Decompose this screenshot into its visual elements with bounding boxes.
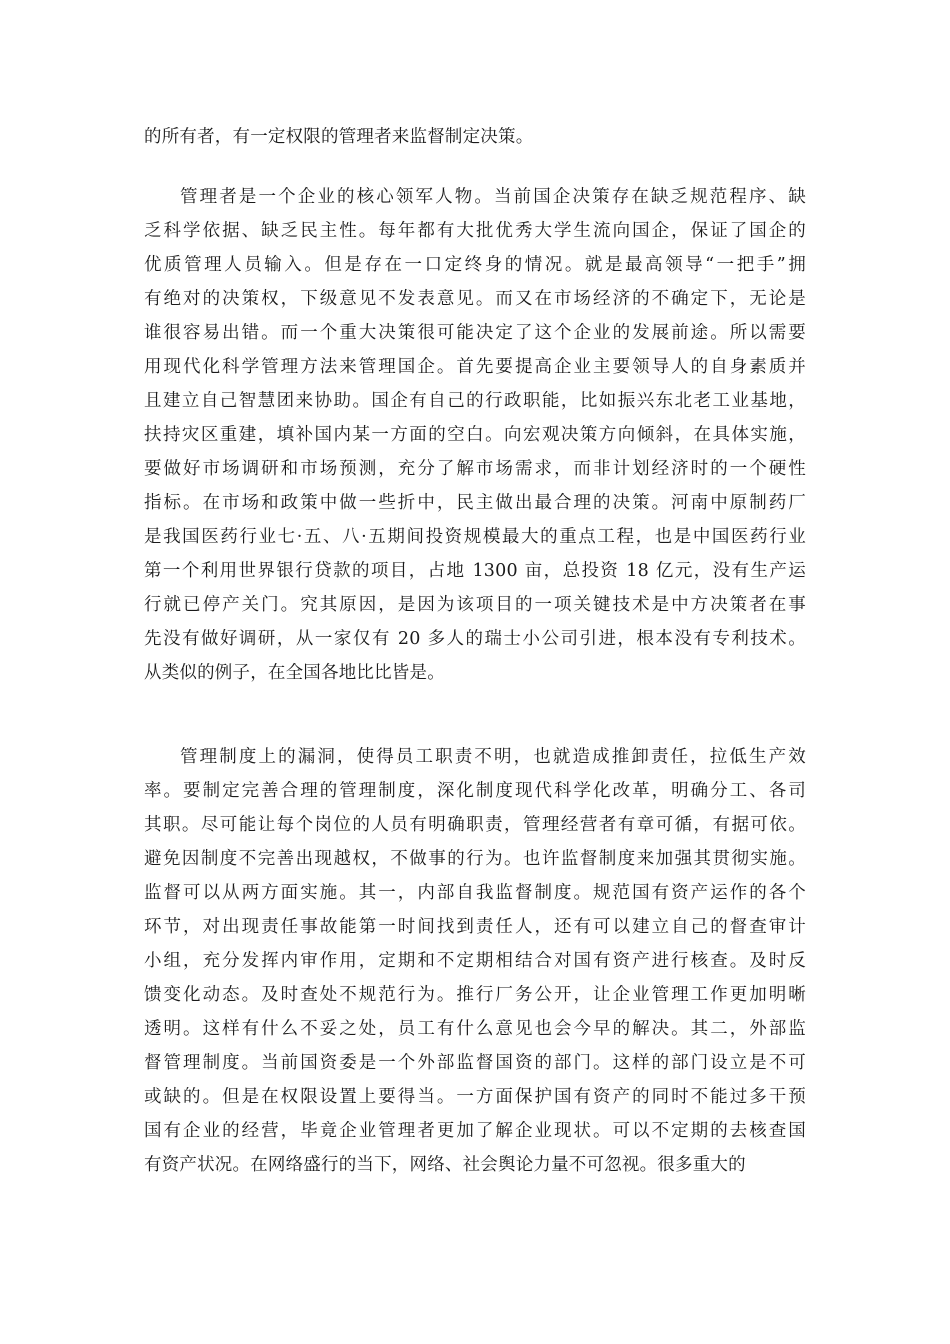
paragraph-line: 或缺的。但是在权限设置上要得当。一方面保护国有资产的同时不能过多干预 <box>144 1087 806 1107</box>
paragraph-line: 谁很容易出错。而一个重大决策很可能决定了这个企业的发展前途。所以需要 <box>144 323 806 343</box>
paragraph-line: 有绝对的决策权，下级意见不发表意见。而又在市场经济的不确定下，无论是 <box>144 289 806 309</box>
paragraph-line: 指标。在市场和政策中做一些折中，民主做出最合理的决策。河南中原制药厂 <box>144 493 806 513</box>
paragraph-line: 的所有者，有一定权限的管理者来监督制定决策。 <box>144 127 534 147</box>
paragraph-line: 是我国医药行业七·五、八·五期间投资规模最大的重点工程，也是中国医药行业 <box>144 527 806 547</box>
paragraph-line: 从类似的例子，在全国各地比比皆是。 <box>144 663 445 683</box>
paragraph-line: 行就已停产关门。究其原因，是因为该项目的一项关键技术是中方决策者在事 <box>144 595 806 615</box>
paragraph-line: 环节，对出现责任事故能第一时间找到责任人，还有可以建立自己的督查审计 <box>144 917 806 937</box>
paragraph-line: 国有企业的经营，毕竟企业管理者更加了解企业现状。可以不定期的去核查国 <box>144 1121 806 1141</box>
paragraph-line: 扶持灾区重建，填补国内某一方面的空白。向宏观决策方向倾斜，在具体实施， <box>144 425 806 445</box>
paragraph-3 <box>144 740 806 1182</box>
paragraph-line: 小组，充分发挥内审作用，定期和不定期相结合对国有资产进行核查。及时反 <box>144 951 806 971</box>
paragraph-line: 用现代化科学管理方法来管理国企。首先要提高企业主要领导人的自身素质并 <box>144 357 806 377</box>
paragraph-line: 乏科学依据、缺乏民主性。每年都有大批优秀大学生流向国企，保证了国企的 <box>144 221 806 241</box>
paragraph-line: 避免因制度不完善出现越权，不做事的行为。也许监督制度来加强其贯彻实施。 <box>144 849 806 869</box>
paragraph-line: 第一个利用世界银行贷款的项目，占地 1300 亩，总投资 18 亿元，没有生产运 <box>144 561 806 581</box>
paragraph-line: 有资产状况。在网络盛行的当下，网络、社会舆论力量不可忽视。很多重大的 <box>144 1155 746 1175</box>
paragraph-line: 率。要制定完善合理的管理制度，深化制度现代科学化改革，明确分工、各司 <box>144 781 806 801</box>
paragraph-line: 馈变化动态。及时查处不规范行为。推行厂务公开，让企业管理工作更加明晰 <box>144 985 806 1005</box>
paragraph-line: 优质管理人员输入。但是存在一口定终身的情况。就是最高领导“一把手”拥 <box>144 255 806 275</box>
paragraph-line: 先没有做好调研，从一家仅有 20 多人的瑞士小公司引进，根本没有专利技术。 <box>144 629 806 649</box>
paragraph-line: 管理者是一个企业的核心领军人物。当前国企决策存在缺乏规范程序、缺 <box>180 187 806 207</box>
paragraph-line: 监督可以从两方面实施。其一，内部自我监督制度。规范国有资产运作的各个 <box>144 883 806 903</box>
paragraph-line: 透明。这样有什么不妥之处，员工有什么意见也会今早的解决。其二，外部监 <box>144 1019 806 1039</box>
paragraph-line: 督管理制度。当前国资委是一个外部监督国资的部门。这样的部门设立是不可 <box>144 1053 806 1073</box>
paragraph-2 <box>144 180 806 690</box>
paragraph-line: 管理制度上的漏洞，使得员工职责不明，也就造成推卸责任，拉低生产效 <box>180 747 806 767</box>
paragraph-1 <box>144 120 806 154</box>
paragraph-line: 其职。尽可能让每个岗位的人员有明确职责，管理经营者有章可循，有据可依。 <box>144 815 806 835</box>
paragraph-line: 要做好市场调研和市场预测，充分了解市场需求，而非计划经济时的一个硬性 <box>144 459 806 479</box>
paragraph-line: 且建立自己智慧团来协助。国企有自己的行政职能，比如振兴东北老工业基地， <box>144 391 806 411</box>
